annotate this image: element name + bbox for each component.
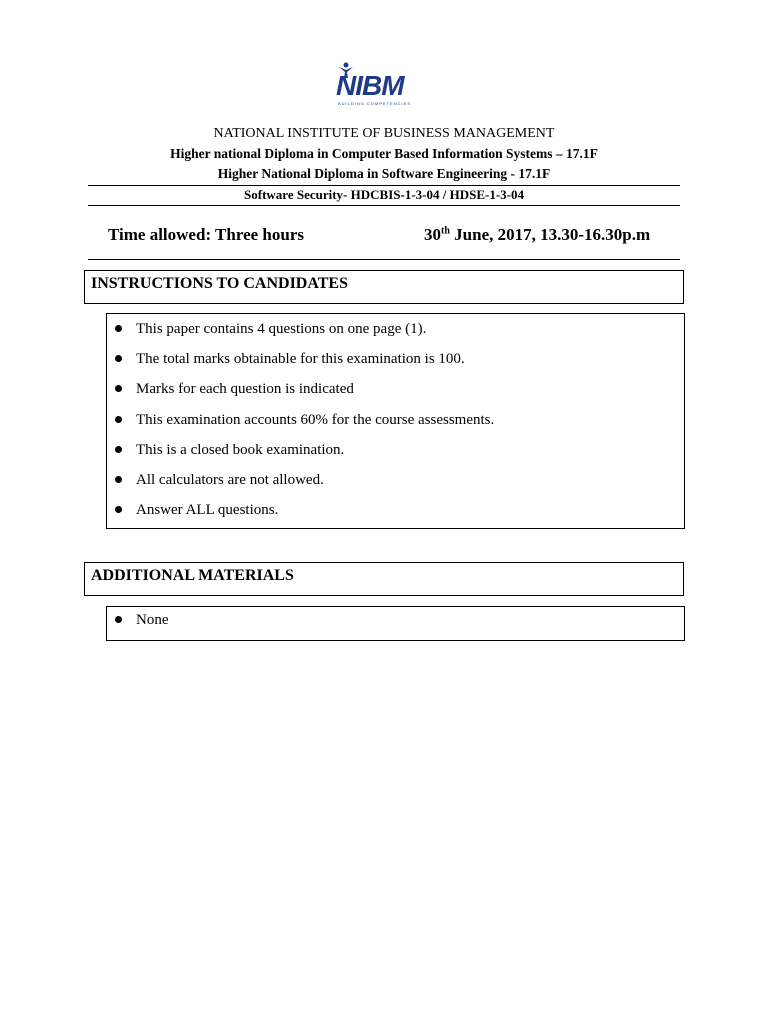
list-item <box>107 609 684 639</box>
bullet-icon <box>115 506 122 513</box>
instruction-text: This examination accounts 60% for the course assessments. <box>136 411 495 428</box>
exam-info-row <box>108 225 668 249</box>
institute-name: NATIONAL INSTITUTE OF BUSINESS MANAGEMENT <box>213 126 555 141</box>
list-item <box>107 348 684 378</box>
list-item <box>107 378 684 408</box>
module-code: Software Security- HDCBIS-1-3-04 / HDSE-1-3-04 <box>244 187 524 202</box>
logo-text: NIBM <box>336 70 404 101</box>
list-item <box>107 499 684 529</box>
instruction-text: This is a closed book examination. <box>136 441 345 458</box>
document-header <box>88 124 680 184</box>
materials-list <box>106 606 685 641</box>
list-item <box>107 439 684 469</box>
time-allowed-label: Time allowed <box>108 225 206 244</box>
instruction-text: The total marks obtainable for this examination is 100. <box>136 351 465 368</box>
instruction-text: Marks for each question is indicated <box>136 381 354 398</box>
date-day: 30 <box>424 225 441 244</box>
nibm-logo <box>334 66 424 110</box>
time-allowed <box>108 225 304 245</box>
date-rest: June, 2017, 13.30-16.30p.m <box>449 225 651 244</box>
program-line-1: Higher national Diploma in Computer Based Information Systems – 17.1F <box>170 146 598 161</box>
bullet-icon <box>115 325 122 332</box>
bullet-icon <box>115 416 122 423</box>
bullet-icon <box>115 616 122 623</box>
instruction-text: All calculators are not allowed. <box>136 471 324 488</box>
bullet-icon <box>115 446 122 453</box>
time-divider <box>88 259 680 260</box>
bullet-icon <box>115 385 122 392</box>
material-text: None <box>136 612 169 628</box>
module-line-wrap <box>88 185 680 205</box>
list-item <box>107 469 684 499</box>
instructions-heading: INSTRUCTIONS TO CANDIDATES <box>84 270 684 304</box>
list-item <box>107 409 684 439</box>
instructions-list <box>106 313 685 529</box>
exam-date <box>424 225 650 245</box>
program-line-2: Higher National Diploma in Software Engineering - 17.1F <box>217 166 551 181</box>
instruction-text: Answer ALL questions. <box>136 502 279 519</box>
bullet-icon <box>115 476 122 483</box>
list-item <box>107 318 684 348</box>
date-suffix: th <box>441 225 450 237</box>
materials-heading: ADDITIONAL MATERIALS <box>84 562 684 596</box>
bullet-icon <box>115 355 122 362</box>
time-allowed-value: : Three hours <box>205 225 304 244</box>
instruction-text: This paper contains 4 questions on one page (1). <box>136 321 427 337</box>
module-divider <box>88 205 680 206</box>
logo-tagline: BUILDING COMPETENCIES <box>338 101 412 106</box>
